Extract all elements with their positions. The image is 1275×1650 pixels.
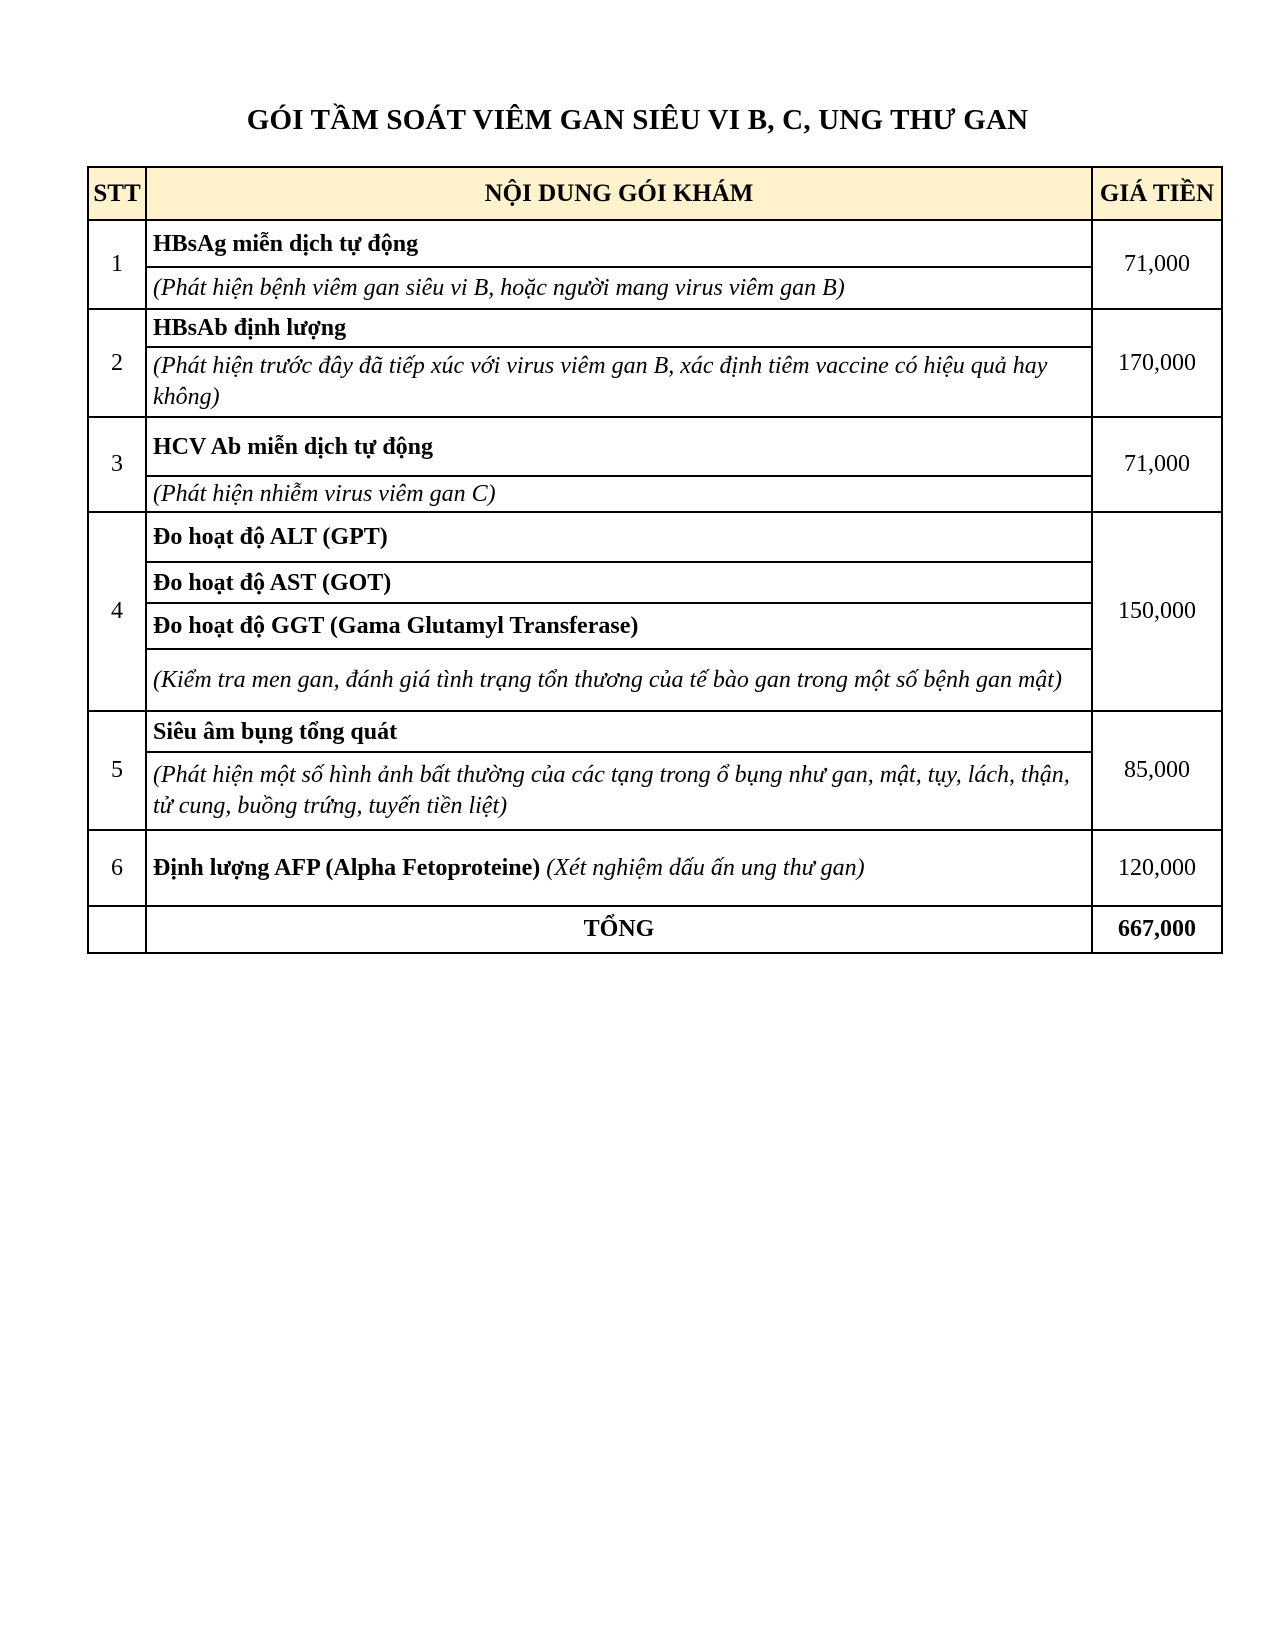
table-row bbox=[88, 267, 1222, 309]
table-row bbox=[88, 417, 1222, 476]
test-name: Đo hoạt độ ALT (GPT) bbox=[146, 512, 1092, 562]
table-row bbox=[88, 603, 1222, 649]
test-description: (Phát hiện một số hình ảnh bất thường của các tạng trong ổ bụng như gan, mật, tụy, lách, thận, tử cung, buồng trứng, tuyến tiền liệt) bbox=[146, 752, 1092, 830]
page-title: GÓI TẦM SOÁT VIÊM GAN SIÊU VI B, C, UNG THƯ GAN bbox=[246, 104, 1029, 136]
price-table bbox=[87, 166, 1223, 954]
test-description: (Phát hiện bệnh viêm gan siêu vi B, hoặc người mang virus viêm gan B) bbox=[146, 267, 1092, 309]
header-content: NỘI DUNG GÓI KHÁM bbox=[146, 167, 1092, 220]
row-price: 71,000 bbox=[1092, 220, 1222, 309]
table-header-row bbox=[88, 167, 1222, 220]
row-price: 150,000 bbox=[1092, 512, 1222, 711]
table-row bbox=[88, 752, 1222, 830]
table-row bbox=[88, 347, 1222, 417]
test-description: (Xét nghiệm dấu ấn ung thư gan) bbox=[546, 855, 865, 881]
test-name: HBsAg miễn dịch tự động bbox=[146, 220, 1092, 267]
row-price: 120,000 bbox=[1092, 830, 1222, 906]
table-row bbox=[88, 476, 1222, 512]
test-name: Siêu âm bụng tổng quát bbox=[146, 711, 1092, 752]
test-description: (Phát hiện nhiễm virus viêm gan C) bbox=[146, 476, 1092, 512]
total-value: 667,000 bbox=[1092, 906, 1222, 953]
total-empty-cell bbox=[88, 906, 146, 953]
total-label: TỔNG bbox=[146, 906, 1092, 953]
test-cell bbox=[146, 830, 1092, 906]
table-row bbox=[88, 220, 1222, 267]
row-number: 1 bbox=[88, 220, 146, 309]
row-number: 4 bbox=[88, 512, 146, 711]
table-row bbox=[88, 830, 1222, 906]
row-price: 170,000 bbox=[1092, 309, 1222, 417]
header-price: GIÁ TIỀN bbox=[1092, 167, 1222, 220]
row-number: 5 bbox=[88, 711, 146, 830]
header-stt: STT bbox=[88, 167, 146, 220]
table-row bbox=[88, 309, 1222, 347]
test-name: HCV Ab miễn dịch tự động bbox=[146, 417, 1092, 476]
test-name: Đo hoạt độ AST (GOT) bbox=[146, 562, 1092, 603]
table-row bbox=[88, 649, 1222, 711]
row-price: 85,000 bbox=[1092, 711, 1222, 830]
table-row bbox=[88, 562, 1222, 603]
row-number: 2 bbox=[88, 309, 146, 417]
test-name: HBsAb định lượng bbox=[146, 309, 1092, 347]
test-description: (Phát hiện trước đây đã tiếp xúc với virus viêm gan B, xác định tiêm vaccine có hiệu quả hay không) bbox=[146, 347, 1092, 417]
total-row bbox=[88, 906, 1222, 953]
row-price: 71,000 bbox=[1092, 417, 1222, 512]
test-name: Định lượng AFP (Alpha Fetoproteine) bbox=[153, 855, 541, 881]
table-row bbox=[88, 512, 1222, 562]
test-name: Đo hoạt độ GGT (Gama Glutamyl Transferase) bbox=[146, 603, 1092, 649]
test-description: (Kiểm tra men gan, đánh giá tình trạng tổn thương của tế bào gan trong một số bệnh gan mật) bbox=[146, 649, 1092, 711]
row-number: 3 bbox=[88, 417, 146, 512]
table-row bbox=[88, 711, 1222, 752]
row-number: 6 bbox=[88, 830, 146, 906]
